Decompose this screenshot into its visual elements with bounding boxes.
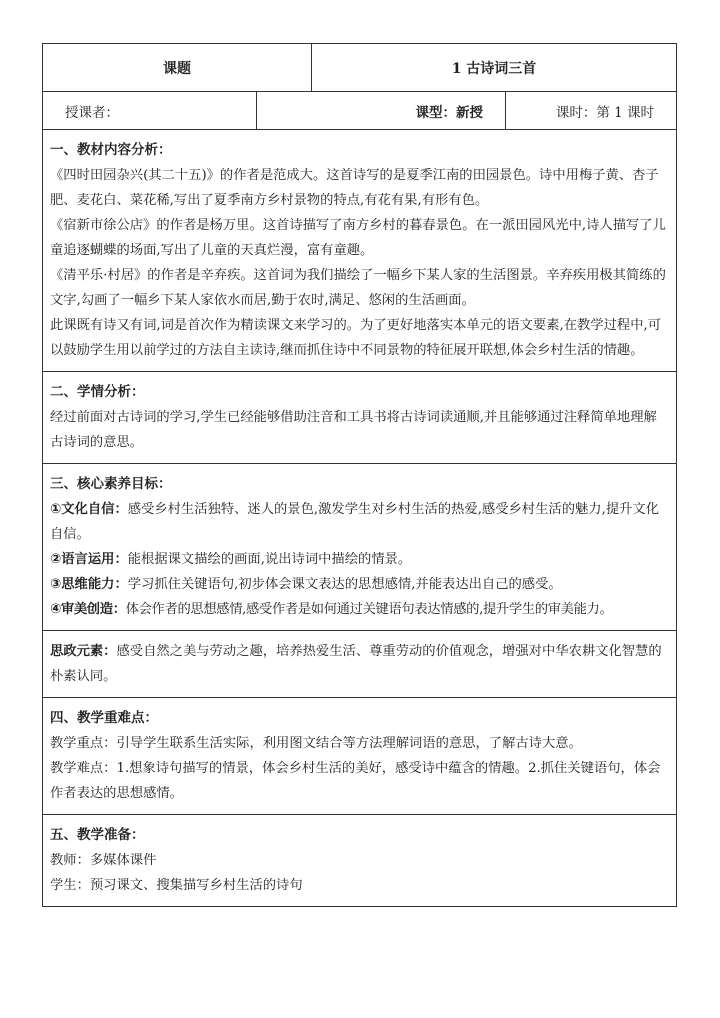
section-title: 二、学情分析： (50, 384, 145, 400)
goal-text: 学习抓住关键语句,初步体会课文表达的思想感情,并能表达出自己的感受。 (127, 577, 562, 592)
goal-label: ④审美创造： (50, 602, 126, 617)
goal-text: 能根据课文描绘的画面,说出诗词中描绘的情景。 (127, 552, 412, 567)
goal-label: ②语言运用： (50, 552, 128, 567)
paragraph: 此课既有诗又有词,词是首次作为精读课文来学习的。为了更好地落实本单元的语文要素,在教学过程中,可以鼓励学生用以前学过的方法自主读诗,继而抓住诗中不同景物的特征展开联想,体会乡村生活的情趣。 (50, 318, 662, 358)
teacher-field: 授课者： (43, 92, 257, 129)
teacher-preparation: 教师：多媒体课件 (50, 853, 157, 868)
ideology-paragraph (50, 639, 668, 689)
difficulty-point: 教学难点：1.想象诗句描写的情景，体会乡村生活的美好，感受诗中蕴含的情趣。2.抓住关键语句，体会作者表达的思想感情。 (50, 761, 661, 801)
section-preparation (43, 815, 676, 906)
key-point: 教学重点：引导学生联系生活实际，利用图文结合等方法理解词语的意思，了解古诗大意。 (50, 736, 582, 751)
section-ideology (43, 631, 676, 698)
goal-label: ③思维能力： (50, 577, 128, 592)
goal-item (50, 572, 668, 597)
goal-label: ①文化自信： (50, 502, 128, 517)
lesson-plan-table (42, 43, 677, 907)
section-title: 三、核心素养目标： (50, 476, 172, 492)
section-title: 一、教材内容分析： (50, 142, 172, 158)
lesson-type-field: 课型：新授 (257, 92, 506, 129)
subject-value: 1 古诗词三首 (451, 60, 537, 77)
paragraph: 《四时田园杂兴(其二十五)》的作者是范成大。这首诗写的是夏季江南的田园景色。诗中用梅子黄、杏子肥、麦花白、菜花稀,写出了夏季南方乡村景物的特点,有花有果,有形有色。 (50, 168, 659, 208)
paragraph: 经过前面对古诗词的学习,学生已经能够借助注音和工具书将古诗词读通顺,并且能够通过注释简单地理解古诗词的意思。 (50, 410, 657, 450)
section-title: 四、教学重难点： (50, 710, 158, 726)
goal-item (50, 497, 668, 547)
ideology-text: 感受自然之美与劳动之趣，培养热爱生活、尊重劳动的价值观念，增强对中华农耕文化智慧的朴素认同。 (50, 644, 662, 684)
header-row (43, 44, 676, 92)
student-preparation: 学生：预习课文、搜集描写乡村生活的诗句 (50, 878, 303, 893)
info-row (43, 92, 676, 130)
section-textbook-analysis (43, 130, 676, 372)
section-core-goals (43, 464, 676, 631)
goal-text: 体会作者的思想感情,感受作者是如何通过关键语句表达情感的,提升学生的审美能力。 (125, 602, 613, 617)
goal-item (50, 597, 668, 622)
goal-text: 感受乡村生活独特、迷人的景色,激发学生对乡村生活的热爱,感受乡村生活的魅力,提升文化自信。 (50, 502, 660, 542)
section-title: 五、教学准备： (50, 827, 145, 843)
paragraph: 《宿新市徐公店》的作者是杨万里。这首诗描写了南方乡村的暮春景色。在一派田园风光中,诗人描写了儿童追逐蝴蝶的场面,写出了儿童的天真烂漫，富有童趣。 (50, 218, 666, 258)
paragraph: 《清平乐·村居》的作者是辛弃疾。这首词为我们描绘了一幅乡下某人家的生活图景。辛弃疾用极其简练的文字,勾画了一幅乡下某人家依水而居,勤于农时,满足、悠闲的生活画面。 (50, 268, 666, 308)
lesson-time-field: 课时：第 1 课时 (555, 104, 654, 121)
section-key-difficulties (43, 698, 676, 815)
subject-label: 课题 (43, 44, 312, 91)
goal-item (50, 547, 668, 572)
section-learner-analysis (43, 372, 676, 464)
ideology-label: 思政元素： (50, 644, 117, 659)
